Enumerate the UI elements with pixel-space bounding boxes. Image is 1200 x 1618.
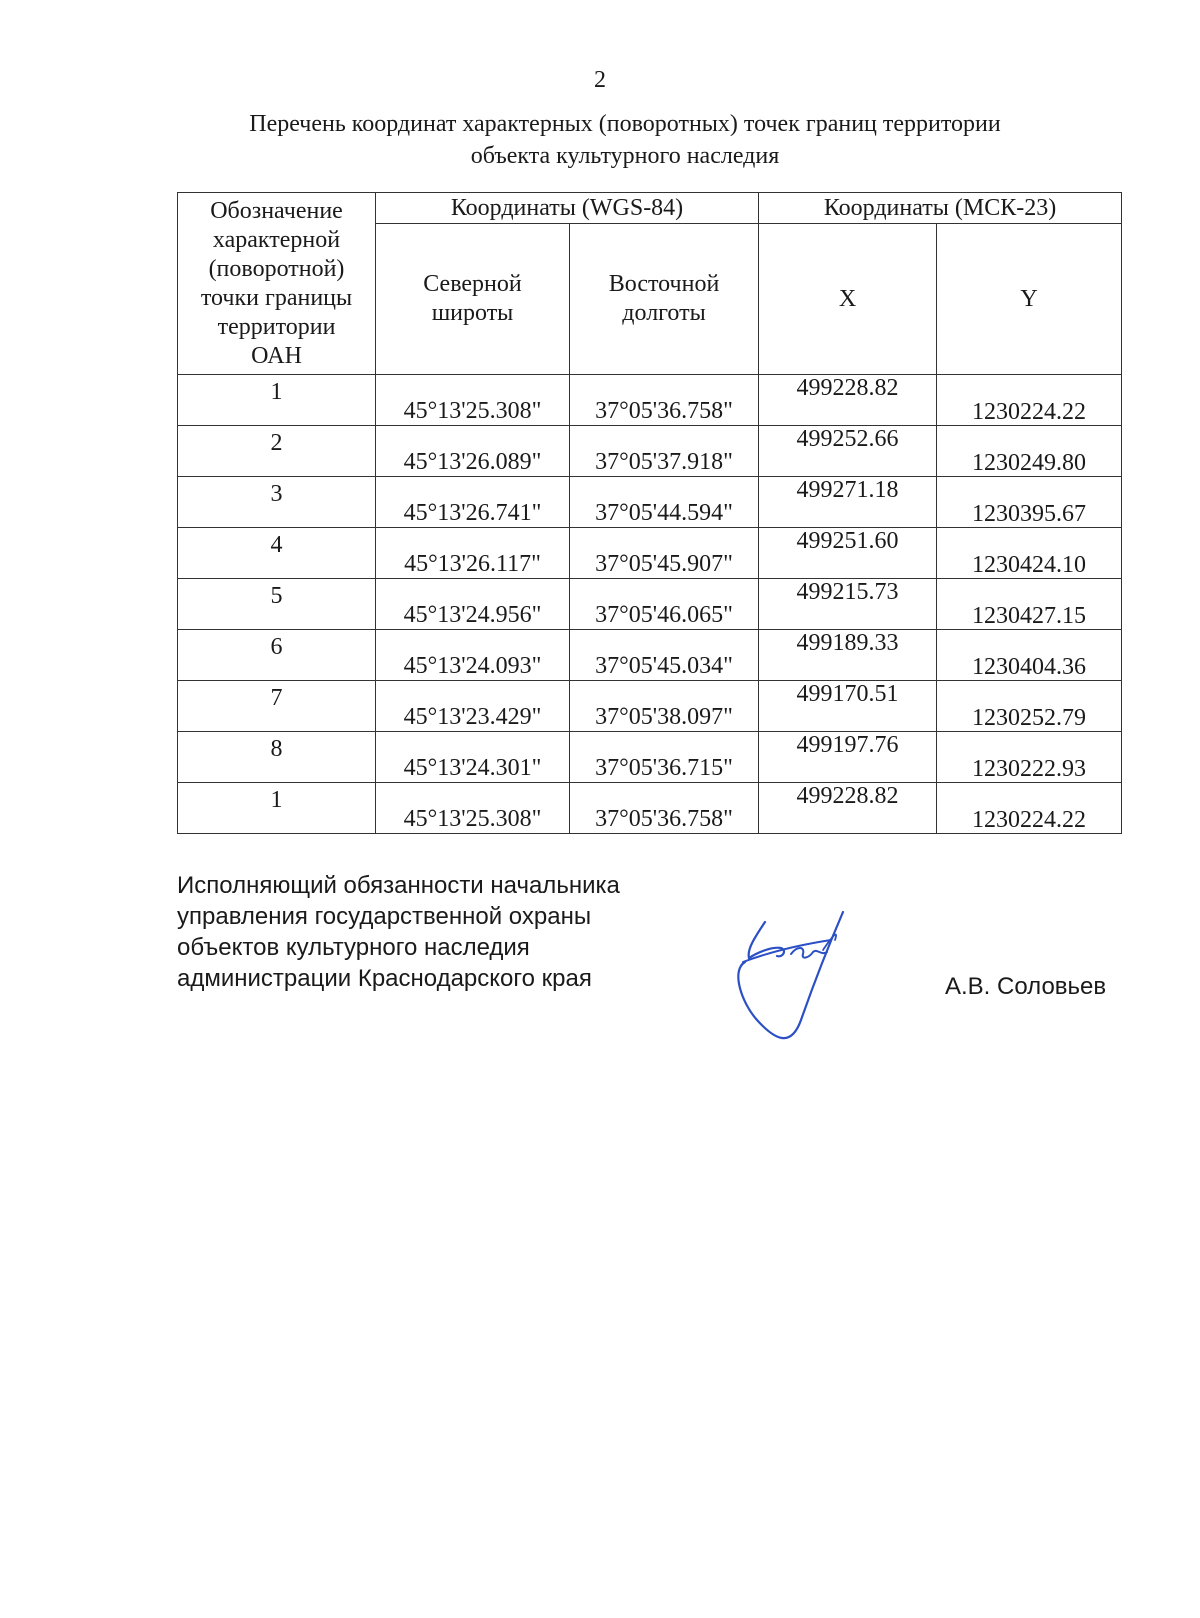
latitude-cell: 45°13'25.308" [376, 375, 570, 426]
table-row [178, 630, 1122, 681]
y-cell: 1230224.22 [937, 783, 1122, 834]
signature-stroke [749, 922, 784, 958]
signatory-position [177, 870, 697, 994]
latitude-cell: 45°13'26.741" [376, 477, 570, 528]
y-cell: 1230424.10 [937, 528, 1122, 579]
table-row [178, 783, 1122, 834]
table-row [178, 477, 1122, 528]
latitude-cell: 45°13'26.089" [376, 426, 570, 477]
latitude-cell: 45°13'26.117" [376, 528, 570, 579]
x-cell: 499228.82 [759, 375, 937, 426]
longitude-cell: 37°05'38.097" [570, 681, 759, 732]
header-line: широты [431, 300, 514, 326]
latitude-cell: 45°13'23.429" [376, 681, 570, 732]
table-row [178, 732, 1122, 783]
y-cell: 1230249.80 [937, 426, 1122, 477]
header-line: территории [217, 313, 336, 340]
table-row [178, 426, 1122, 477]
table-row [178, 375, 1122, 426]
x-cell: 499228.82 [759, 783, 937, 834]
signatory-position-line: Исполняющий обязанности начальника [177, 872, 620, 899]
wgs84-group-header: Координаты (WGS-84) [376, 193, 759, 224]
longitude-cell: 37°05'36.715" [570, 732, 759, 783]
signatory-position-line: администрации Краснодарского края [177, 965, 592, 992]
point-number-cell: 6 [178, 630, 376, 681]
latitude-cell: 45°13'24.301" [376, 732, 570, 783]
header-line: Обозначение [210, 197, 343, 224]
x-cell: 499189.33 [759, 630, 937, 681]
latitude-cell: 45°13'24.956" [376, 579, 570, 630]
y-cell: 1230224.22 [937, 375, 1122, 426]
y-cell: 1230222.93 [937, 732, 1122, 783]
latitude-cell: 45°13'25.308" [376, 783, 570, 834]
x-header: X [759, 224, 937, 375]
msk23-group-header: Координаты (МСК-23) [759, 193, 1122, 224]
signature-stroke [791, 948, 827, 958]
x-cell: 499271.18 [759, 477, 937, 528]
header-line: Восточной [608, 271, 720, 297]
signer-name: А.В. Соловьев [945, 973, 1107, 1000]
header-line: характерной [212, 226, 341, 253]
table-row [178, 681, 1122, 732]
longitude-cell: 37°05'45.034" [570, 630, 759, 681]
latitude-header [376, 224, 570, 375]
table-row [178, 528, 1122, 579]
point-number-cell: 3 [178, 477, 376, 528]
point-number-cell: 1 [178, 783, 376, 834]
header-line: ОАН [251, 342, 302, 369]
coordinates-table [177, 192, 1122, 834]
signature-stroke [738, 912, 843, 1038]
point-designation-header [178, 193, 376, 375]
page-number: 2 [594, 67, 606, 93]
header-line: Северной [423, 271, 522, 297]
longitude-cell: 37°05'36.758" [570, 783, 759, 834]
signatory-position-line: управления государственной охраны [177, 903, 592, 930]
longitude-cell: 37°05'46.065" [570, 579, 759, 630]
signatory-position-line: объектов культурного наследия [177, 934, 530, 961]
y-cell: 1230395.67 [937, 477, 1122, 528]
table-row [178, 579, 1122, 630]
longitude-cell: 37°05'36.758" [570, 375, 759, 426]
document-title-line: объекта культурного наследия [470, 143, 780, 169]
latitude-cell: 45°13'24.093" [376, 630, 570, 681]
longitude-header [570, 224, 759, 375]
x-cell: 499252.66 [759, 426, 937, 477]
point-number-cell: 4 [178, 528, 376, 579]
x-cell: 499251.60 [759, 528, 937, 579]
y-cell: 1230252.79 [937, 681, 1122, 732]
longitude-cell: 37°05'45.907" [570, 528, 759, 579]
document-title-line: Перечень координат характерных (поворотных) точек границ территории [249, 111, 1001, 137]
longitude-cell: 37°05'44.594" [570, 477, 759, 528]
y-header: Y [937, 224, 1122, 375]
longitude-cell: 37°05'37.918" [570, 426, 759, 477]
point-number-cell: 1 [178, 375, 376, 426]
point-number-cell: 8 [178, 732, 376, 783]
table-header-row [178, 193, 1122, 224]
header-line: долготы [622, 300, 706, 326]
y-cell: 1230427.15 [937, 579, 1122, 630]
x-cell: 499170.51 [759, 681, 937, 732]
point-number-cell: 5 [178, 579, 376, 630]
handwritten-signature [735, 910, 885, 1070]
point-number-cell: 7 [178, 681, 376, 732]
x-cell: 499197.76 [759, 732, 937, 783]
header-line: точки границы [200, 284, 353, 311]
point-number-cell: 2 [178, 426, 376, 477]
header-line: (поворотной) [208, 255, 345, 282]
x-cell: 499215.73 [759, 579, 937, 630]
y-cell: 1230404.36 [937, 630, 1122, 681]
document-title [150, 108, 1100, 172]
